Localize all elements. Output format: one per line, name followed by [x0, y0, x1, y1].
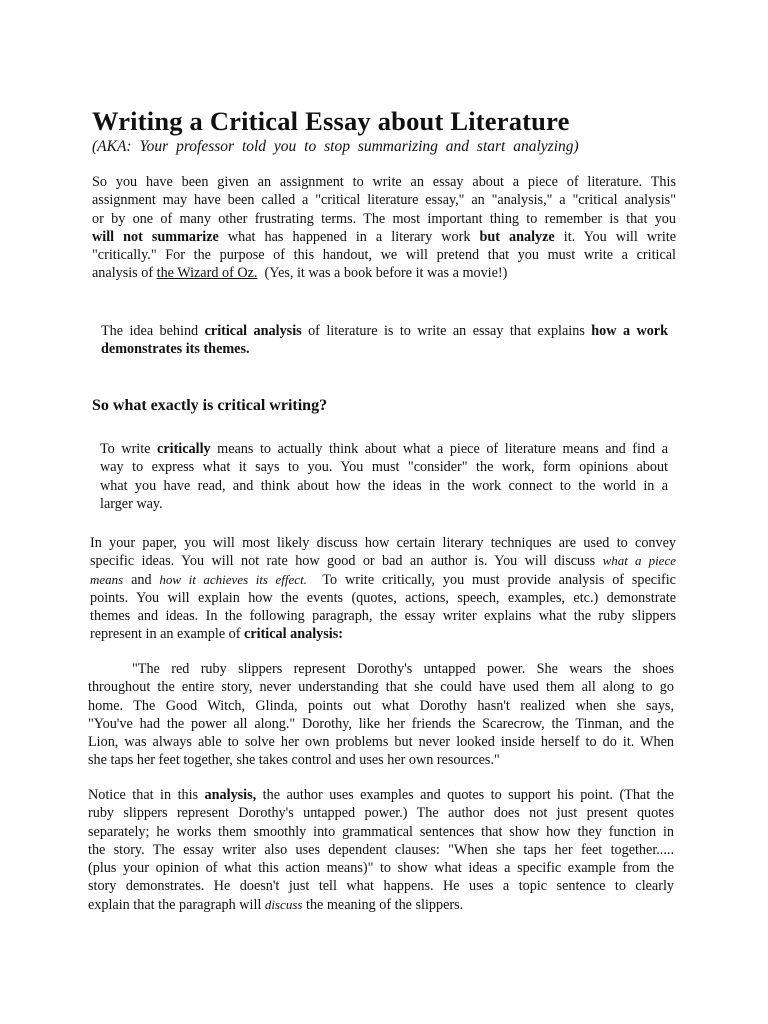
quote-line: "The red ruby slippers represent Dorothy's untapped power. She wears the shoes — [132, 661, 674, 677]
critical-line: what you have read, and think about how the ideas in the work connect to the world in a — [100, 477, 668, 494]
intro-line: or by one of many other frustrating terms. The most important thing to remember is that you — [92, 210, 676, 227]
notice-line: ruby slippers represent Dorothy's untapped power.) The author does not just present quotes — [88, 805, 674, 822]
intro-line: will not summarize what has happened in a literary work but analyze it. You will write — [92, 228, 677, 245]
notice-line: story demonstrates. He doesn't just tell what happens. He uses a topic sentence to clearly — [88, 878, 674, 895]
quote-line: Lion, was always able to solve her own problems but never looked inside herself to do it. When — [88, 734, 674, 751]
notice-paragraph — [88, 786, 674, 914]
paper-line: specific ideas. You will not rate how good or bad an author is. You will discuss what a piece — [90, 553, 676, 570]
idea-line: demonstrates its themes. — [101, 341, 250, 358]
paper-line: means and how it achieves its effect. To write critically, you must provide analysis of specific — [90, 571, 676, 588]
notice-line: explain that the paragraph will discuss the meaning of the slippers. — [88, 896, 464, 913]
critical-line: To write critically means to actually think about what a piece of literature means and find a — [100, 441, 669, 457]
intro-line: "critically." For the purpose of this handout, we will pretend that you must write a critical — [92, 247, 676, 264]
paper-line: themes and ideas. In the following paragraph, the essay writer explains what the ruby slippers — [90, 608, 676, 625]
notice-line: the story. The essay writer also uses dependent clauses: "When she taps her feet together..... — [88, 841, 674, 858]
notice-line: separately; he works them smoothly into grammatical sentences that show how they function in — [88, 823, 674, 840]
paper-line: represent in an example of critical analysis: — [90, 626, 343, 643]
critical-paragraph — [100, 440, 668, 513]
idea-paragraph — [101, 322, 668, 359]
intro-line: assignment may have been called a "critical literature essay," an "analysis," a "critical analysis" — [92, 192, 676, 209]
emphasis: but analyze — [479, 228, 555, 245]
quote-paragraph — [88, 660, 674, 770]
quote-line: throughout the entire story, never understanding that she could have used them all along to go — [88, 679, 674, 696]
notice-line: Notice that in this analysis, the author uses examples and quotes to support his point. (That the — [88, 787, 674, 803]
critical-line: way to express what it says to you. You must "consider" the work, form opinions about — [100, 459, 668, 476]
quote-line: she taps her feet together, she takes control and uses her own resources." — [88, 752, 500, 769]
notice-line: (plus your opinion of what this action means)" to show what ideas a specific example from the — [88, 860, 674, 877]
paper-line: In your paper, you will most likely discuss how certain literary techniques are used to convey — [90, 535, 676, 551]
section-heading: So what exactly is critical writing? — [92, 397, 328, 414]
intro-line: So you have been given an assignment to write an essay about a piece of literature. This — [92, 174, 676, 190]
document-title: Writing a Critical Essay about Literature — [92, 106, 570, 136]
critical-line: larger way. — [100, 495, 163, 512]
idea-line: The idea behind critical analysis of literature is to write an essay that explains how a work — [101, 323, 668, 339]
quote-line: home. The Good Witch, Glinda, points out what Dorothy hasn't realized when she says, — [88, 697, 674, 714]
paper-line: points. You will explain how the events (quotes, actions, speech, examples, etc.) demonstrate — [90, 589, 676, 606]
book-title: the Wizard of Oz. — [156, 265, 258, 282]
intro-line: analysis of the Wizard of Oz. (Yes, it was a book before it was a movie!) — [92, 265, 508, 282]
document-subtitle: (AKA: Your professor told you to stop summarizing and start analyzing) — [92, 138, 579, 155]
quote-line: "You've had the power all along." Dorothy, like her friends the Scarecrow, the Tinman, and the — [88, 715, 674, 732]
emphasis: will not summarize — [92, 228, 219, 245]
paper-paragraph — [90, 534, 676, 644]
intro-paragraph — [92, 173, 676, 283]
